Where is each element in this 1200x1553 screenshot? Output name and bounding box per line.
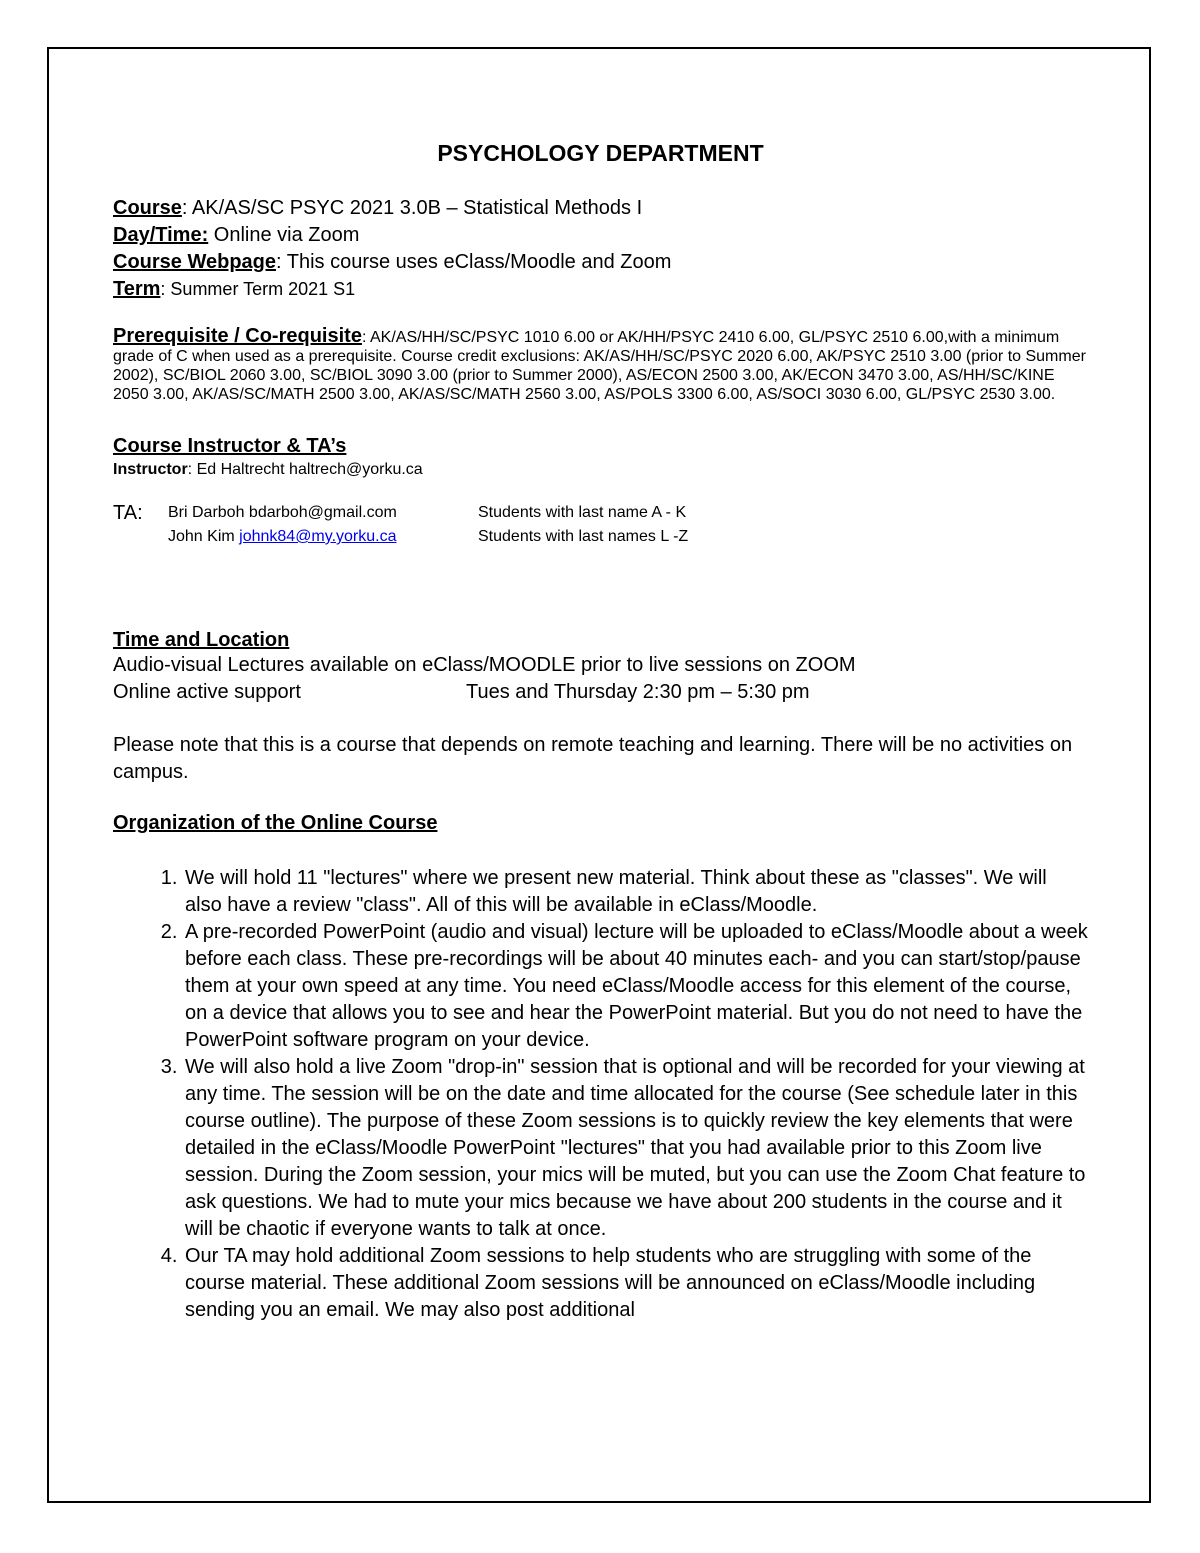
ta-group: Students with last name A - K bbox=[478, 504, 687, 521]
term-label: Term bbox=[113, 278, 161, 300]
ta-prefix: TA: bbox=[113, 502, 143, 524]
support-line bbox=[113, 679, 1093, 706]
time-location-section bbox=[113, 629, 1093, 786]
list-item: 1. We will hold 11 "lectures" where we present new material. Think about these as "classes". We will also have a review "class". All of this will be available in eClass/Moodle. bbox=[183, 865, 1088, 919]
daytime-label: Day/Time: bbox=[113, 224, 209, 246]
document-body bbox=[113, 140, 1093, 1324]
daytime-value: Online via Zoom bbox=[208, 224, 360, 246]
ta-list bbox=[113, 501, 1093, 549]
ta-row bbox=[113, 525, 1093, 549]
instructor-label: Instructor bbox=[113, 461, 188, 478]
course-info bbox=[113, 195, 1093, 303]
course-label: Course bbox=[113, 197, 182, 219]
prerequisite-paragraph bbox=[113, 327, 1088, 404]
webpage-label: Course Webpage bbox=[113, 251, 276, 273]
ta-name: Bri Darboh bdarboh@gmail.com bbox=[168, 504, 397, 521]
support-label: Online active support bbox=[113, 681, 301, 703]
daytime-line bbox=[113, 222, 1093, 249]
list-item: 3. We will also hold a live Zoom "drop-in" session that is optional and will be recorded for your viewing at any time. The session will be on the date and time allocated for the course (See schedule later in this course outline). The purpose of these Zoom sessions is to quickly review the key elements that were detailed in the eClass/Moodle PowerPoint "lectures" that you had available prior to this Zoom live session. During the Zoom session, your mics will be muted, but you can use the Zoom Chat feature to ask questions. We had to mute your mics because we have about 200 students in the course and it will be chaotic if everyone wants to talk at once. bbox=[183, 1054, 1088, 1243]
ta-name-text: John Kim bbox=[168, 528, 240, 545]
lectures-line: Audio-visual Lectures available on eClass/MOODLE prior to live sessions on ZOOM bbox=[113, 654, 856, 676]
term-value: : Summer Term 2021 S1 bbox=[160, 279, 356, 299]
prerequisite-text: : AK/AS/HH/SC/PSYC 1010 6.00 or AK/HH/PSYC 2410 6.00, GL/PSYC 2510 6.00,with a minimum grade of C when used as a prerequisite. Course credit exclusions: AK/AS/HH/SC/PSYC 2020 6.00, AK/PSYC 2510 3.00 (prior to Summer 2002), SC/BIOL 2060 3.00, SC/BIOL 3090 3.00 (prior to Summer 2000), AS/ECON 2500 3.00, AK/ECON 3470 3.00, AS/HH/SC/KINE 2050 3.00, AK/AS/SC/MATH 2500 3.00, AK/AS/SC/MATH 2560 3.00, AS/POLS 3300 6.00, AS/SOCI 3030 6.00, GL/PSYC 2530 3.00. bbox=[113, 329, 1086, 403]
instructor-line bbox=[113, 461, 1093, 479]
organization-section bbox=[113, 812, 1093, 1324]
campus-note: Please note that this is a course that depends on remote teaching and learning. There will be no activities on campus. bbox=[113, 734, 1073, 783]
instructor-value: : Ed Haltrecht haltrech@yorku.ca bbox=[187, 461, 423, 478]
ta-prefix-spacer bbox=[113, 525, 168, 549]
webpage-value: : This course uses eClass/Moodle and Zoom bbox=[276, 251, 672, 273]
organization-list bbox=[113, 865, 1088, 1324]
department-title: PSYCHOLOGY DEPARTMENT bbox=[437, 140, 764, 166]
course-line bbox=[113, 195, 1093, 222]
instructor-heading: Course Instructor & TA’s bbox=[113, 435, 347, 457]
ta-row bbox=[113, 501, 1093, 525]
prerequisite-label: Prerequisite / Co-requisite bbox=[113, 325, 362, 347]
ta-group: Students with last names L -Z bbox=[478, 528, 689, 545]
instructor-section bbox=[113, 435, 1093, 549]
course-value: : AK/AS/SC PSYC 2021 3.0B – Statistical Methods I bbox=[181, 197, 643, 219]
support-time: Tues and Thursday 2:30 pm – 5:30 pm bbox=[466, 681, 810, 703]
organization-heading: Organization of the Online Course bbox=[113, 812, 438, 834]
time-location-heading: Time and Location bbox=[113, 629, 290, 651]
ta-email-link[interactable]: johnk84@my.yorku.ca bbox=[239, 528, 397, 545]
term-line bbox=[113, 276, 1093, 303]
ta-name bbox=[168, 525, 478, 549]
webpage-line bbox=[113, 249, 1093, 276]
list-item: 2. A pre-recorded PowerPoint (audio and visual) lecture will be uploaded to eClass/Moodle about a week before each class. These pre-recordings will be about 40 minutes each- and you can start/stop/pause them at your own speed at any time. You need eClass/Moodle access for this element of the course, on a device that allows you to see and hear the PowerPoint material. But you do not need to have the PowerPoint software program on your device. bbox=[183, 919, 1088, 1054]
list-item: 4. Our TA may hold additional Zoom sessions to help students who are struggling with some of the course material. These additional Zoom sessions will be announced on eClass/Moodle including sending you an email. We may also post additional bbox=[183, 1243, 1088, 1324]
